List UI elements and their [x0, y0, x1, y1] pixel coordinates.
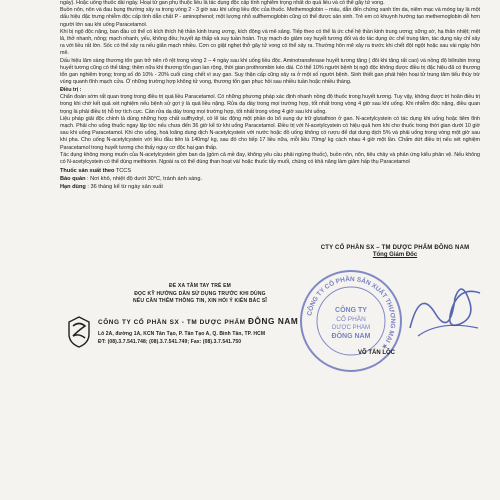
- warning-line: ĐỌC KỸ HƯỚNG DẪN SỬ DỤNG TRƯỚC KHI DÙNG: [134, 290, 266, 297]
- warning-line: ĐỂ XA TẦM TAY TRẺ EM: [168, 283, 232, 289]
- body-paragraph: Liệu pháp giải độc chính là dùng những hợp chất sulfhydryl, có lẽ tác động một phần do bổ sung dự trữ glutathion ở gan. N-acetylcystein có tác dụng khi uống hoặc tiêm tĩnh mạch. Phải cho uống thuốc ngay lập tức nếu chưa đến 36 giờ kể từ khi uống Paracetamol. Điều trị với N-acetylcystein có hiệu quả hơn khi cho thuốc trong thời gian dưới 10 giờ sau khi uống Paracetamol. Khi cho uống, hoà loãng dung dịch N-acetylcystein với nước hoặc đồ uống không có rượu để đạt dung dịch 5% và phải uống trong vòng một giờ sau khi pha. Cho uống N-acetylcystein với liều đầu tiên là 140mg/ kg, sau đó cho tiếp 17 liều nữa, mỗi liều 70mg/ kg cách nhau 4 giờ một lần. Chấm dứt điều trị nếu xét nghiệm Paracetamol trong huyết tương cho thấy nguy cơ độc hại gan thấp.: [60, 115, 480, 151]
- overdose-section: [60, 0, 480, 166]
- body-paragraph: Tác dụng không mong muốn của N-acetylcystein gồm ban da (gồm cả mề đay, không yêu cầu phải ngừng thuốc), buồn nôn, nôn, tiêu chảy và phản ứng kiểu phản vệ. Nếu không có N-acetylcystein có thể dùng methionin. Ngoài ra có thể dùng than hoạt và/ hoặc thuốc tẩy muối, chúng có khả năng làm giảm hấp thụ Paracetamol: [60, 151, 480, 165]
- svg-text:DƯỢC PHẨM: DƯỢC PHẨM: [332, 325, 370, 331]
- svg-text:CÔNG TY CỔ PHẦN SẢN XUẤT THƯƠN: CÔNG TY CỔ PHẦN SẢN XUẤT THƯƠNG MẠI ★: [306, 275, 397, 351]
- company-name: [98, 317, 298, 326]
- signatory-block: [310, 245, 480, 258]
- expiry-value: : 36 tháng kể từ ngày sản xuất: [87, 184, 163, 191]
- body-paragraph: ngày). Hoặc uống thuốc dài ngày. Hoại tử gan phụ thuộc liều là tác dụng độc cấp tính nghiêm trọng nhất do quá liều và có thể gây tử vong.: [60, 0, 385, 6]
- svg-text:CÔNG TY: CÔNG TY: [335, 307, 367, 314]
- standard-line: [60, 167, 480, 175]
- company-contact: [98, 330, 265, 346]
- storage-line: [60, 175, 480, 183]
- warning-block: [130, 283, 270, 306]
- storage-label: Bảo quản: [60, 176, 86, 183]
- warning-line: NẾU CẦN THÊM THÔNG TIN, XIN HỎI Ý KIẾN BÁC SĨ: [132, 298, 267, 305]
- svg-text:ĐÔNG NAM: ĐÔNG NAM: [331, 333, 371, 340]
- body-paragraph: Chẩn đoán sớm rất quan trọng trong điều trị quá liều Paracetamol. Có những phương pháp xác định nhanh nồng độ thuốc trong huyết tương. Tuy vậy, không được trì hoãn điều trị trong khi chờ kết quả xét nghiệm nếu bệnh sử gợi ý là quá liều nặng. Rửa dạ dày trong mọi trường hợp, tốt nhất trong vòng 4 giờ sau khi uống. Khi nhiễm độc nặng, điều quan trọng là phải điều trị hỗ trợ tích cực. Cần rửa dạ dày trong mọi trường hợp, tốt nhất trong vòng 4 giờ sau khi uống.: [60, 94, 480, 115]
- body-paragraph: Buồn nôn, nôn và đau bụng thường xảy ra trong vòng 2 - 3 giờ sau khi uống liều độc của thuốc. Methemoglobin – máu, dẫn đến chứng xanh tím da, niêm mạc và móng tay là một dấu hiệu đặc trưng nhiễm độc cấp tính dẫn chất P - aminophenol; một lượng nhỏ sulfhemoglobin cũng có thể được sản sinh. Trẻ em có khuynh hướng tạo methemoglobin dễ hơn người lớn sau khi uống Paracetamol.: [60, 7, 480, 28]
- company-logo-icon: [68, 316, 90, 348]
- standard-label: Thuốc sản xuất theo: [60, 168, 115, 175]
- storage-value: : Nơi khô, nhiệt độ dưới 30°C, tránh ánh sáng.: [87, 176, 203, 183]
- signer-name: VÕ TẤN LỘC: [358, 350, 395, 356]
- signatory-role: Tổng Giám Đốc: [372, 252, 418, 258]
- company-footer: [68, 316, 308, 362]
- standard-value: TCCS: [115, 168, 132, 175]
- leaflet-body: [60, 0, 480, 191]
- signature-icon: [400, 258, 490, 348]
- company-name-prefix: CÔNG TY CỔ PHẦN SX - TM DƯỢC PHẨM: [98, 319, 246, 326]
- expiry-label: Hạn dùng: [60, 184, 86, 191]
- expiry-line: [60, 183, 480, 191]
- signatory-company: CTY CỔ PHẦN SX – TM DƯỢC PHẨM ĐÔNG NAM: [320, 245, 470, 251]
- company-address: Lô 2A, đường 1A, KCN Tân Tạo, P. Tân Tạo A, Q. Bình Tân, TP. HCM: [98, 331, 266, 337]
- svg-text:CỔ PHẦN: CỔ PHẦN: [336, 316, 366, 323]
- body-paragraph: Khi bị ngộ độc nặng, ban đầu có thể có kích thích hệ thần kinh trung ương, kích động và mê sảng. Tiếp theo có thể là ức chế hệ thần kinh trung ương; sững sờ, hạ thân nhiệt; mệt lả, thở nhanh, nông; mạch nhanh, yếu, không đều; huyết áp thấp và suy tuần hoàn. Trụy mạch do giảm oxy huyết tương đối và do tác dụng ức chế trung tâm, tác dụng này chỉ xảy ra với liều rất lớn. Sốc có thể xảy ra nếu giãn mạch nhiều. Cơn co giật nghẹt thở gây tử vong có thể xảy ra. Thường hôn mê xảy ra trước khi chết đột ngột hoặc sau vài ngày hôn mê.: [60, 28, 480, 57]
- section-heading: Điều trị :: [60, 86, 82, 93]
- company-brand: ĐÔNG NAM: [248, 317, 299, 326]
- body-paragraph: Dấu hiệu lâm sàng thương tổn gan trở nên rõ rệt trong vòng 2 – 4 ngày sau khi uống liều độc. Aminotransferase huyết tương tăng ( đôi khi tăng rất cao) và nồng độ bilirubin trong huyết tương cũng có thể tăng; thêm nữa khi thương tổn gan lan rộng, thời gian prothrombin kéo dài. Có thể 10% người bệnh bị ngộ độc không được điều trị đặc hiệu đã có thương tổn gan nghiêm trọng; trong số đó 10% - 20% cuối cùng chết vì suy gan. Suy thận cấp cũng xảy ra ở một số người bệnh. Sinh thiết gan phát hiện hoại tử trung tâm tiểu thùy trừ vùng quanh tĩnh mạch cửa. Ở những trường hợp không tử vong, thương tổn gan phục hồi sau nhiều tuần hoặc nhiều tháng.: [60, 57, 480, 86]
- company-seal-icon: [296, 266, 406, 376]
- company-phone: ĐT: (08).3.7.541.748; (08).3.7.541.749; Fax: (08).3.7.541.750: [98, 339, 242, 345]
